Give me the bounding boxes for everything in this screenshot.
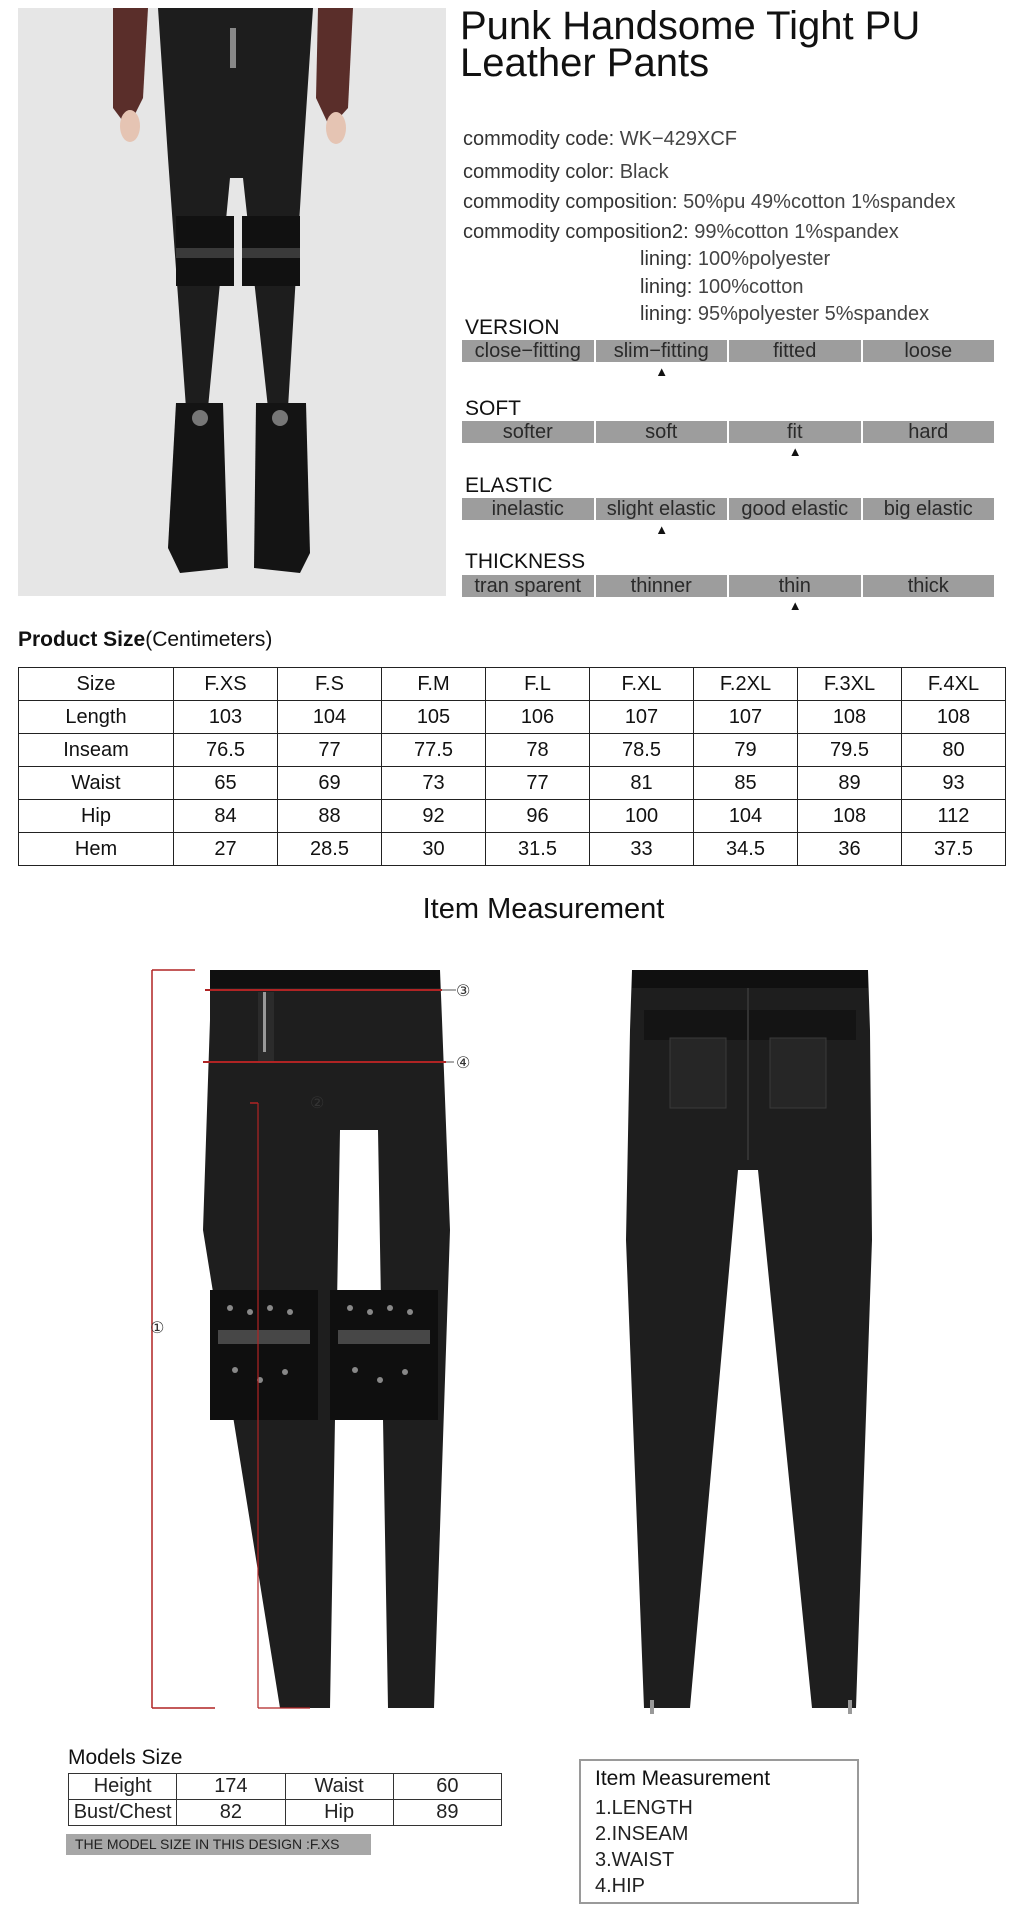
size-cell: 27 bbox=[174, 833, 278, 866]
commodity-composition-value: 50%pu 49%cotton 1%spandex bbox=[683, 191, 956, 213]
models-size-cell: 174 bbox=[177, 1774, 285, 1800]
version-option-1: close−fitting bbox=[462, 340, 594, 362]
soft-option-3: fit bbox=[729, 421, 861, 443]
size-cell: 79.5 bbox=[798, 734, 902, 767]
thickness-option-4: thick bbox=[863, 575, 995, 597]
elastic-option-4: big elastic bbox=[863, 498, 995, 520]
legend-title: Item Measurement bbox=[595, 1767, 771, 1790]
size-cell: 78.5 bbox=[590, 734, 694, 767]
size-cell: 105 bbox=[382, 701, 486, 734]
models-size-cell: Bust/Chest bbox=[69, 1800, 177, 1826]
size-cell: 33 bbox=[590, 833, 694, 866]
models-size-row bbox=[69, 1800, 502, 1826]
soft-option-4: hard bbox=[863, 421, 995, 443]
size-cell: 107 bbox=[694, 701, 798, 734]
size-cell: 108 bbox=[798, 800, 902, 833]
thickness-option-1: tran sparent bbox=[462, 575, 594, 597]
size-header-cell: F.L bbox=[486, 668, 590, 701]
back-pants-diagram bbox=[620, 960, 880, 1740]
item-measurement-heading: Item Measurement bbox=[422, 893, 665, 925]
soft-option-2: soft bbox=[596, 421, 728, 443]
commodity-color bbox=[463, 161, 669, 184]
size-header-cell: F.2XL bbox=[694, 668, 798, 701]
size-header-cell: F.XL bbox=[590, 668, 694, 701]
size-cell: 93 bbox=[902, 767, 1006, 800]
legend-item-length: 1.LENGTH bbox=[595, 1797, 693, 1819]
models-size-table bbox=[68, 1773, 502, 1826]
commodity-composition2 bbox=[463, 221, 899, 244]
thickness-option-3: thin bbox=[729, 575, 861, 597]
models-size-cell: 82 bbox=[177, 1800, 285, 1826]
models-size-cell: Hip bbox=[285, 1800, 393, 1826]
lining-1-value: 100%polyester bbox=[697, 248, 831, 270]
size-cell: Length bbox=[19, 701, 174, 734]
commodity-color-value: Black bbox=[619, 161, 669, 183]
size-header-cell: F.S bbox=[278, 668, 382, 701]
elastic-marker: ▲ bbox=[655, 522, 669, 537]
models-size-row bbox=[69, 1774, 502, 1800]
thickness-marker: ▲ bbox=[788, 598, 802, 613]
soft-scale bbox=[462, 421, 994, 443]
size-cell: 78 bbox=[486, 734, 590, 767]
commodity-color-label: commodity color: bbox=[463, 161, 615, 183]
commodity-composition bbox=[463, 191, 956, 214]
version-marker: ▲ bbox=[655, 364, 669, 379]
commodity-code-value: WK−429XCF bbox=[619, 128, 737, 150]
thickness-scale bbox=[462, 575, 994, 597]
model-size-note: THE MODEL SIZE IN THIS DESIGN :F.XS bbox=[66, 1834, 371, 1855]
callout-4: ④ bbox=[456, 1053, 471, 1072]
lining-2-label: lining: bbox=[640, 276, 693, 298]
version-option-4: loose bbox=[863, 340, 995, 362]
size-cell: 96 bbox=[486, 800, 590, 833]
size-header-cell: F.XS bbox=[174, 668, 278, 701]
lining-3-value: 95%polyester 5%spandex bbox=[697, 303, 930, 325]
size-cell: 100 bbox=[590, 800, 694, 833]
commodity-composition-label: commodity composition: bbox=[463, 191, 678, 213]
legend-item-hip: 4.HIP bbox=[595, 1875, 646, 1897]
size-cell: 31.5 bbox=[486, 833, 590, 866]
soft-label: SOFT bbox=[465, 397, 521, 420]
lining-3 bbox=[640, 303, 929, 326]
size-cell: 69 bbox=[278, 767, 382, 800]
size-cell: 81 bbox=[590, 767, 694, 800]
elastic-option-1: inelastic bbox=[462, 498, 594, 520]
size-header-cell: F.3XL bbox=[798, 668, 902, 701]
size-cell: 79 bbox=[694, 734, 798, 767]
size-cell: 88 bbox=[278, 800, 382, 833]
product-size-table bbox=[18, 667, 1006, 866]
product-size-heading bbox=[18, 628, 272, 652]
lining-3-label: lining: bbox=[640, 303, 693, 325]
size-table-header bbox=[19, 668, 1006, 701]
product-size-title: Product Size bbox=[18, 628, 146, 651]
models-size-cell: Waist bbox=[285, 1774, 393, 1800]
legend-item-waist: 3.WAIST bbox=[595, 1849, 675, 1871]
callout-1: ① bbox=[150, 1318, 165, 1337]
version-label: VERSION bbox=[465, 316, 560, 339]
size-cell: 80 bbox=[902, 734, 1006, 767]
thickness-label: THICKNESS bbox=[465, 550, 586, 573]
models-size-cell: 89 bbox=[393, 1800, 501, 1826]
size-cell: 37.5 bbox=[902, 833, 1006, 866]
soft-option-1: softer bbox=[462, 421, 594, 443]
commodity-code-label: commodity code: bbox=[463, 128, 615, 150]
size-cell: 107 bbox=[590, 701, 694, 734]
lining-1-label: lining: bbox=[640, 248, 693, 270]
size-cell: 85 bbox=[694, 767, 798, 800]
elastic-scale bbox=[462, 498, 994, 520]
size-cell: 76.5 bbox=[174, 734, 278, 767]
callout-3: ③ bbox=[456, 981, 471, 1000]
size-cell: Inseam bbox=[19, 734, 174, 767]
size-cell: 77 bbox=[486, 767, 590, 800]
lining-1 bbox=[640, 248, 830, 271]
size-header-cell: F.M bbox=[382, 668, 486, 701]
product-title: Punk Handsome Tight PU Leather Pants bbox=[460, 4, 921, 85]
version-option-2: slim−fitting bbox=[596, 340, 728, 362]
elastic-option-3: good elastic bbox=[729, 498, 861, 520]
size-table-row bbox=[19, 833, 1006, 866]
lining-2 bbox=[640, 276, 803, 299]
product-size-unit: (Centimeters) bbox=[145, 628, 273, 651]
front-pants-diagram bbox=[150, 960, 480, 1740]
size-cell: Hem bbox=[19, 833, 174, 866]
measurement-legend bbox=[579, 1759, 859, 1904]
size-cell: 108 bbox=[902, 701, 1006, 734]
elastic-label: ELASTIC bbox=[465, 474, 553, 497]
commodity-composition2-label: commodity composition2: bbox=[463, 221, 689, 243]
models-size-heading: Models Size bbox=[68, 1746, 183, 1769]
legend-item-inseam: 2.INSEAM bbox=[595, 1823, 689, 1845]
size-cell: 106 bbox=[486, 701, 590, 734]
size-cell: 92 bbox=[382, 800, 486, 833]
size-cell: 103 bbox=[174, 701, 278, 734]
size-cell: 73 bbox=[382, 767, 486, 800]
size-table-row bbox=[19, 734, 1006, 767]
model-photo bbox=[18, 8, 446, 596]
size-cell: 65 bbox=[174, 767, 278, 800]
size-header-cell: Size bbox=[19, 668, 174, 701]
size-cell: 36 bbox=[798, 833, 902, 866]
size-cell: Hip bbox=[19, 800, 174, 833]
size-cell: 89 bbox=[798, 767, 902, 800]
size-cell: 104 bbox=[278, 701, 382, 734]
models-size-cell: Height bbox=[69, 1774, 177, 1800]
models-size-cell: 60 bbox=[393, 1774, 501, 1800]
size-cell: 112 bbox=[902, 800, 1006, 833]
size-cell: 77.5 bbox=[382, 734, 486, 767]
size-table-row bbox=[19, 701, 1006, 734]
size-cell: 77 bbox=[278, 734, 382, 767]
size-table-row bbox=[19, 800, 1006, 833]
size-cell: 104 bbox=[694, 800, 798, 833]
size-table-row bbox=[19, 767, 1006, 800]
size-cell: 28.5 bbox=[278, 833, 382, 866]
size-cell: 34.5 bbox=[694, 833, 798, 866]
commodity-composition2-value: 99%cotton 1%spandex bbox=[694, 221, 899, 243]
size-cell: 108 bbox=[798, 701, 902, 734]
soft-marker: ▲ bbox=[788, 444, 802, 459]
size-header-cell: F.4XL bbox=[902, 668, 1006, 701]
size-cell: Waist bbox=[19, 767, 174, 800]
thickness-option-2: thinner bbox=[596, 575, 728, 597]
version-option-3: fitted bbox=[729, 340, 861, 362]
callout-2: ② bbox=[310, 1093, 325, 1112]
size-cell: 84 bbox=[174, 800, 278, 833]
version-scale bbox=[462, 340, 994, 362]
size-cell: 30 bbox=[382, 833, 486, 866]
commodity-code bbox=[463, 128, 737, 151]
elastic-option-2: slight elastic bbox=[596, 498, 728, 520]
lining-2-value: 100%cotton bbox=[697, 276, 804, 298]
